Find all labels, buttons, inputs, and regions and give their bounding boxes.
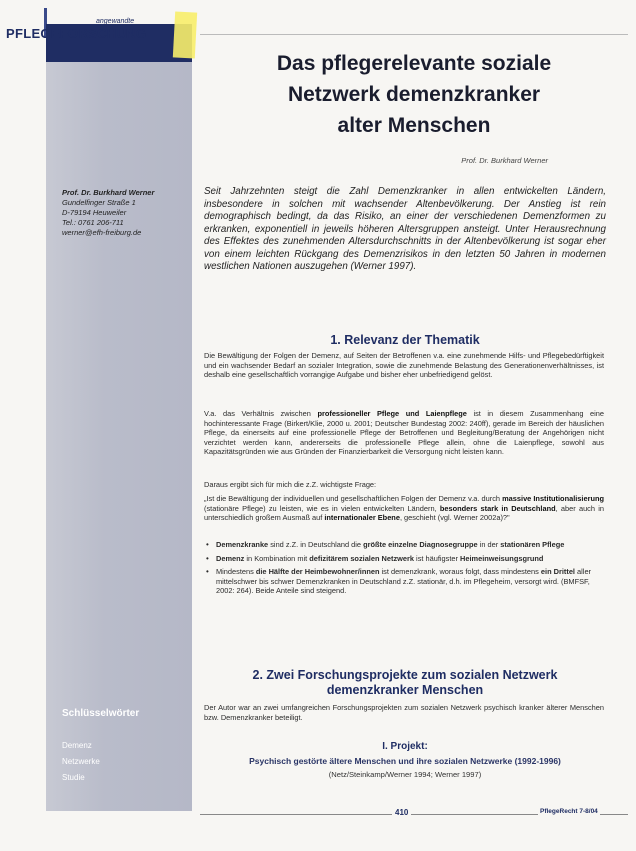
- logo-subtitle: angewandte: [96, 18, 135, 25]
- project-citation: (Netz/Steinkamp/Werner 1994; Werner 1997): [328, 770, 482, 779]
- keyword-item: Studie: [62, 773, 85, 782]
- author-street: Gundelfinger Straße 1: [62, 198, 136, 207]
- page-number: 410: [392, 808, 411, 817]
- project-title: Psychisch gestörte ältere Menschen und ihre sozialen Netzwerke (1992-1996): [249, 756, 561, 766]
- bullet-icon: •: [206, 553, 209, 563]
- section-1-heading: 1. Relevanz der Thematik: [330, 333, 480, 347]
- article-title: [204, 48, 624, 141]
- journal-issue: PflegeRecht 7-8/04: [540, 808, 598, 815]
- bullet-icon: •: [206, 540, 209, 549]
- section-2-heading: [204, 668, 606, 698]
- journal-logo: PFLEGEFORSCHUNG: [6, 26, 147, 41]
- sidebar-column: [46, 24, 192, 811]
- author-tel: Tel.: 0761 206-711: [62, 218, 124, 227]
- section-1-paragraph-3: Daraus ergibt sich für mich die z.Z. wichtigste Frage:: [204, 480, 377, 489]
- section-2-paragraph-1: Der Autor war an zwei umfangreichen Forschungsprojekten zum sozialen Netzwerk psychisch kranker älterer Menschen bzw. Demenzkranker beteiligt.: [204, 703, 604, 722]
- author-email[interactable]: werner@efh-freiburg.de: [62, 228, 142, 237]
- lead-paragraph: Seit Jahrzehnten steigt die Zahl Demenzkranker in allen entwickelten Ländern, insbesondere in solchen mit wachsender Altenbevölkerung. Der Anstieg ist rein demographisch bedingt, da das Risiko, an einer der verschiedenen Demenzformen zu erkranken, exponentiell in jeweils höheren Altersgruppen ansteigt. Unter Herausrechnung des Effektes des zunehmenden Altersdurchschnitts in der Altenbevölkerung ist sogar eher von einem leichten Rückgang des Demenzrisikos in den letzten 50 Jahren in modernen westlichen Nationen auszugehen (Werner 1997).: [204, 186, 606, 272]
- section-2-heading-line-2: demenzkranker Menschen: [326, 683, 484, 697]
- list-item: • Mindestens die Hälfte der Heimbewohner/innen ist demenzkrank, woraus folgt, dass mindestens ein Drittel aller mittelschwer bis schwer Demenzkranken in Deutschland z.Z. stationär, d.h. im Pflegeheim, versorgt wird. (BMFSF, 2002: 264). Beide Anteile sind steigend.: [206, 567, 592, 596]
- list-item: • Demenz in Kombination mit defizitärem sozialen Netzwerk ist häufigster Heimeinweisungsgrund: [206, 553, 544, 563]
- project-heading: I. Projekt:: [382, 741, 428, 752]
- byline: Prof. Dr. Burkhard Werner: [461, 156, 548, 165]
- emphasis: professioneller Pflege und Laienpflege: [317, 409, 467, 418]
- title-line-3: alter Menschen: [337, 114, 491, 137]
- section-1-paragraph-2: V.a. das Verhältnis zwischen professioneller Pflege und Laienpflege ist in diesem Zusammenhang eine hochinteressante Frage (Birkert/Klie, 2000 u. 2001; Deutscher Bundestag 2002: 240ff), gerade im Bereich der häuslichen Pflege, da einerseits auf eine professionelle Pflege der Betroffenen und Begleitung/Beratung der Angehörigen nicht verzichtet werden kann, andererseits die professionelle Pflege allein, ohne die Laienpflege, sowohl aus Kapazitätsgründen wie aus Gründen der Finanzierbarkeit die Versorgung nicht leisten kann.: [204, 409, 604, 457]
- keyword-item: Demenz: [62, 741, 92, 750]
- keyword-item: Netzwerke: [62, 757, 100, 766]
- bullet-icon: •: [206, 567, 209, 577]
- header-rule: [200, 34, 628, 35]
- bullet-list: [204, 540, 604, 600]
- section-1-quote: „Ist die Bewältigung der individuellen und gesellschaftlichen Folgen der Demenz v.a. durch massive Institutionalisierung (stationäre Pflege) zu leisten, wie es in vielen entwickelten Ländern, besonders stark in Deutschland, aber auch in unterschiedlich großem Ausmaß auf internationaler Ebene, geschieht (vgl. Werner 2002a)?": [204, 494, 604, 523]
- list-item: • Demenzkranke sind z.Z. in Deutschland die größte einzelne Diagnosegruppe in der stationären Pflege: [206, 540, 565, 549]
- sticky-note: [173, 11, 197, 58]
- author-name: Prof. Dr. Burkhard Werner: [62, 188, 155, 197]
- title-line-1: Das pflegerelevante soziale: [276, 52, 552, 75]
- author-contact: [62, 188, 190, 238]
- section-2-heading-line-1: 2. Zwei Forschungsprojekte zum sozialen Netzwerk: [252, 668, 558, 682]
- author-city: D-79194 Heuweiler: [62, 208, 127, 217]
- section-1-paragraph-1: Die Bewältigung der Folgen der Demenz, auf Seiten der Betroffenen v.a. eine zunehmende Hilfs- und Pflegebedürftigkeit und ein wachsender Bedarf an sozialer Integration, sowie die zunehmende Belastung des Generationenverhältnisses, ist deshalb eine gesellschaftlich vorrangige Aufgabe und bisher eher unbefriedigend gelöst.: [204, 351, 604, 380]
- keywords-title: Schlüsselwörter: [62, 708, 140, 719]
- title-line-2: Netzwerk demenzkranker: [287, 83, 541, 106]
